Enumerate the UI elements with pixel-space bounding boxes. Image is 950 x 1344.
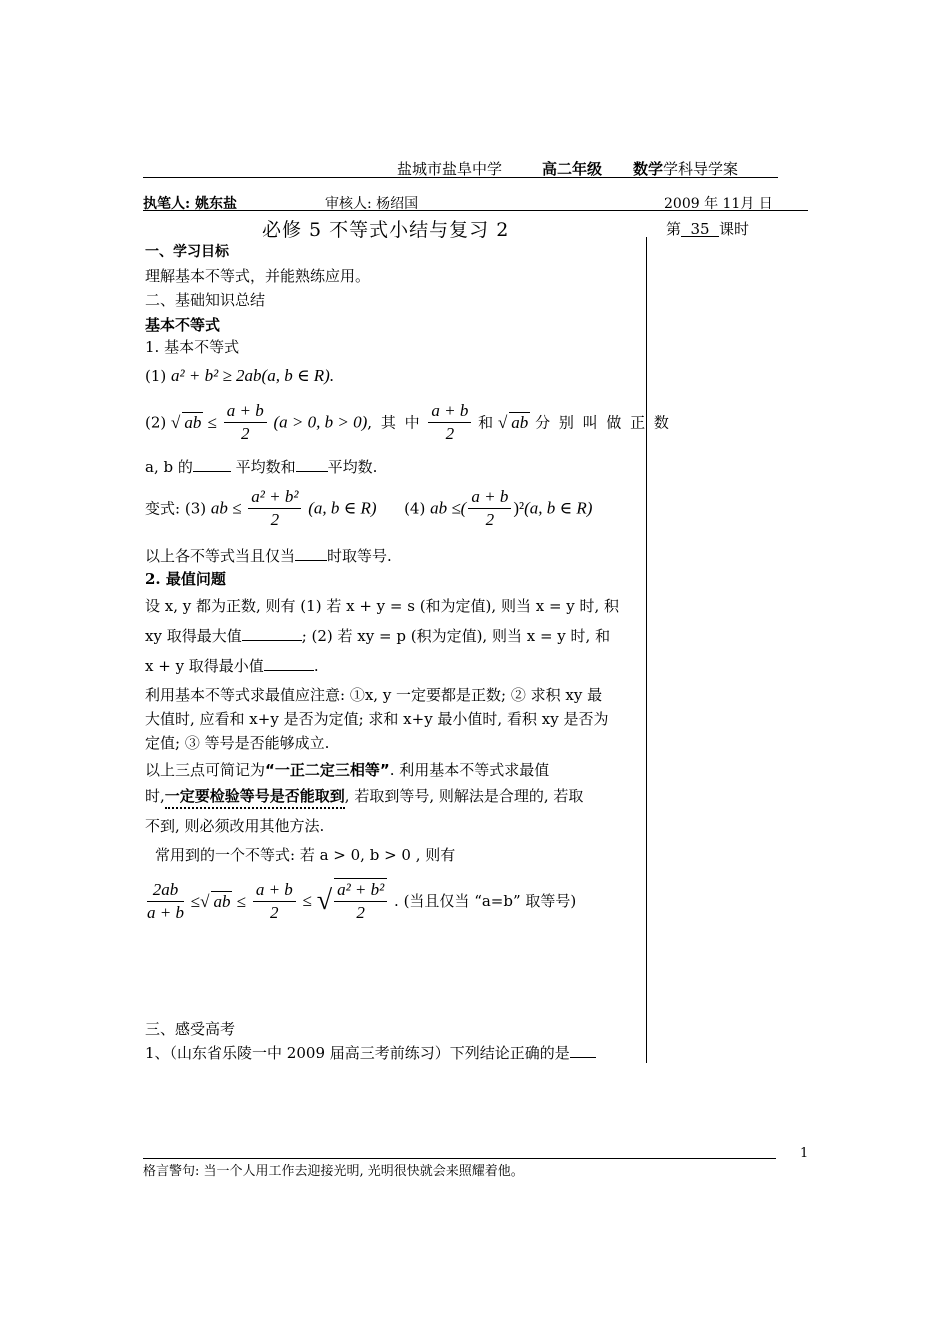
formula-2-text-1: , 其 中 (367, 413, 422, 432)
subject-bold: 数学 (633, 160, 664, 178)
formula-4-condition: (a, b ∈ R) (524, 498, 593, 518)
equality-condition-line (145, 546, 640, 566)
note-line-2: 大值时, 应看和 x+y 是否为定值; 求和 x+y 最小值时, 看积 xy 是否为 (145, 710, 609, 728)
mean-line-b: 平均数和 (235, 458, 296, 476)
fraction-a2-plus-b2-over-2: $\frac{\text{a² + b²}}{2}$ (248, 486, 301, 531)
mean-line-c: 平均数. (327, 458, 378, 476)
formula-2-label: (2) (145, 413, 167, 432)
footer-motto: 格言警句: 当一个人用工作去迎接光明, 光明很快就会来照耀着他。 (143, 1164, 524, 1179)
fraction-a-plus-b-over-2: $\frac{a + b}{2}$ (224, 400, 267, 445)
equality-line-b: 时取等号. (327, 547, 392, 565)
variant-formulas: 变式: (3) ab ≤ $\frac{\text{a² + b²}}{2}$ (a, b ∈ R) (4) ab ≤( $\frac{a + b}{2}$ )²(a, b ∈ R) (145, 487, 593, 529)
page-title: 必修 5 不等式小结与复习 2 (262, 219, 510, 241)
summary-line-3: 不到, 则必须改用其他方法. (145, 817, 325, 835)
item-2-heading (145, 569, 640, 589)
summary-emphasis: 一定要检验等号是否能取到 (165, 787, 345, 809)
equality-line-a: 以上各不等式当且仅当 (145, 547, 296, 565)
extremum-line-1: 设 x, y 都为正数, 则有 (1) 若 x + y = s (和为定值), 则当 x = y 时, 积 (145, 597, 620, 615)
question-1-answer-blank[interactable] (570, 1043, 596, 1058)
formula-1-expression: a² + b² ≥ 2ab(a, b ∈ R). (171, 366, 335, 385)
summary-motto: “一正二定三相等” (265, 761, 390, 779)
lesson-prefix: 第 (666, 220, 682, 238)
question-1-text: 1、（山东省乐陵一中 2009 届高三考前练习）下列结论正确的是 (145, 1044, 570, 1062)
item-1-heading: 1. 基本不等式 (145, 338, 240, 356)
common-inequality-line: 常用到的一个不等式: 若 a > 0, b > 0 , 则有 (155, 846, 456, 864)
summary-line-1a: 以上三点可简记为 (145, 761, 266, 779)
fraction-quadratic-mean: $\frac{\text{a² + b²}}{2}$ (334, 878, 387, 924)
fraction-square-mean: $\frac{a + b}{2}$ (468, 486, 511, 531)
fraction-arith-mean-chain: $\frac{a + b}{2}$ (253, 879, 296, 924)
page-number: 1 (800, 1146, 809, 1161)
formula-2: (2) √ ab ≤ $\frac{a + b}{2}$ (a > 0, b > 0), 其 中 $\frac{a + b}{2}$ 和 √ ab 分 别 叫 做 正 数 (145, 401, 671, 443)
section-1-text: 理解基本不等式，并能熟练应用。 (145, 267, 371, 285)
summary-line-2c: , 若取到等号, 则解法是合理的, 若取 (344, 787, 584, 805)
lesson-number (666, 218, 749, 239)
section-3-heading: 三、感受高考 (145, 1020, 236, 1038)
extremum-line-3b: . (313, 657, 319, 675)
date-label: 2009 年 11月 日 (664, 196, 773, 212)
arithmetic-mean-blank[interactable] (296, 457, 328, 472)
author-label: 执笔人: 姚东盐 (143, 196, 238, 212)
formula-3-label: (3) (184, 499, 207, 518)
grade-label: 高二年级 (542, 160, 603, 178)
school-name: 盐城市盐阜中学 (397, 160, 503, 178)
summary-line-2a: 时, (145, 787, 165, 805)
geometric-mean-blank[interactable] (193, 457, 231, 472)
formula-2-condition: (a > 0, b > 0) (273, 412, 368, 432)
fraction-harmonic-mean: $\frac{2ab}{a + b}$ (147, 879, 184, 922)
subject-rest: 学科导学案 (663, 160, 739, 178)
min-value-blank[interactable] (264, 656, 314, 671)
lesson-value: 35 (681, 220, 719, 237)
formula-3-condition: (a, b ∈ R) (308, 498, 377, 518)
formula-1-label: (1) (145, 367, 167, 385)
extremum-line-2b: ; (2) 若 xy = p (积为定值), 则当 x = y 时, 和 (301, 627, 611, 645)
equality-blank[interactable] (295, 546, 327, 561)
extremum-line-2 (145, 626, 640, 646)
variant-label: 变式: (145, 499, 181, 518)
section-2-heading: 二、基础知识总结 (145, 291, 266, 309)
summary-line-2 (145, 786, 640, 806)
note-line-3: 定值; ③ 等号是否能够成立. (145, 734, 330, 752)
summary-line-1c: . 利用基本不等式求最值 (389, 761, 550, 779)
reviewer-label: 审核人: 杨绍国 (325, 196, 419, 212)
chain-note: . (当且仅当 “a=b” 取等号) (394, 892, 577, 910)
item-2-heading-text: 2. 最值问题 (145, 570, 226, 588)
mean-names-line (145, 457, 640, 477)
header-bottom-rule (143, 210, 808, 211)
lesson-suffix: 课时 (719, 220, 750, 238)
inequality-chain: $\frac{2ab}{a + b}$ ≤√ ab ≤ $\frac{a + b}{2}$ ≤ √ $\frac{\text{a² + b²}}{2}$ . (当且仅当 “a=b” 取等号) (147, 879, 577, 922)
header-top-rule (143, 177, 778, 178)
section-1-heading: 一、学习目标 (145, 244, 229, 260)
formula-1 (145, 366, 640, 386)
summary-line-1 (145, 760, 640, 780)
mean-line-a: a, b 的 (145, 458, 193, 476)
extremum-line-3a: x + y 取得最小值 (145, 657, 264, 675)
extremum-line-3 (145, 656, 640, 676)
formula-4-label: (4) (404, 499, 426, 518)
fraction-arithmetic-mean: $\frac{a + b}{2}$ (428, 400, 471, 445)
formula-2-text-3: 分 别 叫 做 正 数 (535, 413, 671, 432)
max-value-blank[interactable] (242, 626, 302, 641)
note-line-1: 利用基本不等式求最值应注意: ①x, y 一定要都是正数; ② 求积 xy 最 (145, 686, 603, 704)
extremum-line-2a: xy 取得最大值 (145, 627, 242, 645)
column-divider (646, 237, 647, 1063)
formula-2-text-2: 和 (478, 413, 494, 432)
question-1 (145, 1043, 640, 1063)
basic-inequality-heading: 基本不等式 (145, 316, 221, 334)
subject-label (633, 158, 738, 179)
footer-rule (143, 1158, 776, 1159)
